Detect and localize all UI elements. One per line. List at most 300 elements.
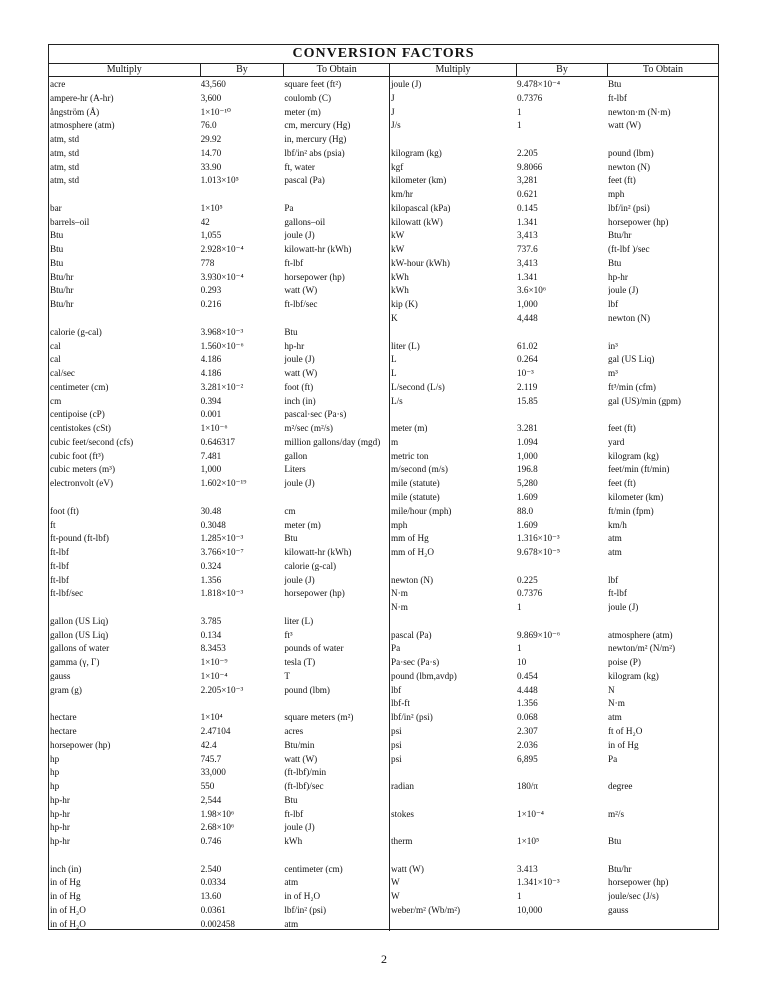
- to-obtain-cell: pound (lbm): [608, 147, 654, 158]
- to-obtain-cell: ft³/min (cfm): [608, 381, 656, 392]
- table-row: [390, 876, 718, 890]
- by-cell: 1×10⁻⁹: [200, 657, 228, 668]
- to-obtain-cell: coulomb (C): [284, 92, 332, 103]
- multiply-cell: Btu: [50, 230, 64, 241]
- by-cell: [201, 601, 285, 615]
- table-row: [390, 711, 718, 725]
- to-obtain-cell: in of Hg: [608, 739, 639, 750]
- by-cell: [517, 408, 608, 422]
- multiply-cell: in of Hg: [50, 891, 81, 902]
- multiply-cell: weber/m² (Wb/m²): [391, 904, 461, 915]
- multiply-cell: in of Hg: [50, 877, 81, 888]
- table-row: [49, 188, 389, 202]
- to-obtain-cell: gauss: [608, 904, 629, 915]
- table-row: [390, 353, 718, 367]
- by-cell: 3,281: [517, 175, 538, 186]
- by-cell: [517, 560, 608, 574]
- table-row: [49, 918, 389, 932]
- header-by-left: By: [201, 64, 285, 76]
- by-cell: 0.001: [200, 409, 222, 420]
- multiply-cell: [390, 821, 517, 835]
- table-row: [390, 821, 718, 835]
- to-obtain-cell: [608, 794, 718, 808]
- multiply-cell: hp-hr: [50, 808, 70, 819]
- by-cell: 1: [517, 643, 522, 654]
- by-cell: [201, 491, 285, 505]
- by-cell: 3.281×10⁻²: [200, 381, 244, 392]
- multiply-cell: [390, 133, 517, 147]
- to-obtain-cell: joule (J): [284, 478, 315, 489]
- multiply-cell: inch (in): [50, 863, 82, 874]
- to-obtain-cell: square feet (ft²): [284, 79, 342, 89]
- to-obtain-cell: watt (W): [284, 753, 318, 764]
- by-cell: 0.454: [517, 670, 538, 681]
- table-row: [49, 601, 389, 615]
- multiply-cell: calorie (g-cal): [50, 326, 102, 337]
- left-column: [49, 77, 390, 931]
- multiply-cell: atm, std: [50, 147, 80, 158]
- to-obtain-cell: hp-hr: [608, 271, 628, 282]
- to-obtain-cell: in, mercury (Hg): [284, 134, 347, 145]
- table-row: [49, 491, 389, 505]
- multiply-cell: J: [391, 92, 395, 103]
- table-row: [49, 147, 389, 161]
- multiply-cell: ampere-hr (A-hr): [50, 92, 114, 103]
- to-obtain-cell: hp-hr: [284, 340, 305, 351]
- table-row: [49, 780, 389, 794]
- by-cell: 2.036: [517, 739, 538, 750]
- to-obtain-cell: ft³: [284, 629, 293, 640]
- multiply-cell: [49, 849, 201, 863]
- multiply-cell: lbf-ft: [391, 698, 410, 709]
- header-to-obtain-right: To Obtain: [642, 64, 684, 75]
- by-cell: 9.8066: [517, 161, 543, 172]
- by-cell: [517, 794, 608, 808]
- table-row: [49, 202, 389, 216]
- by-cell: 745.7: [200, 753, 222, 764]
- table-row: [390, 340, 718, 354]
- multiply-cell: [49, 312, 201, 326]
- multiply-cell: kip (K): [391, 299, 418, 310]
- to-obtain-cell: yard: [608, 436, 625, 447]
- multiply-cell: mm of H₂O: [391, 547, 435, 558]
- multiply-cell: L: [391, 354, 397, 365]
- table-row: [49, 766, 389, 780]
- to-obtain-cell: [284, 491, 389, 505]
- table-row: [49, 904, 389, 918]
- by-cell: 1: [517, 120, 522, 131]
- to-obtain-cell: newton/m² (N/m²): [608, 643, 676, 654]
- multiply-cell: centistokes (cSt): [50, 423, 111, 434]
- by-cell: 1: [517, 106, 522, 117]
- by-cell: 4.186: [200, 354, 222, 365]
- by-cell: 0.621: [517, 189, 538, 200]
- by-cell: 0.324: [200, 560, 222, 571]
- by-cell: 0.216: [200, 299, 222, 310]
- table-row: [390, 381, 718, 395]
- by-cell: 196.8: [517, 464, 538, 475]
- table-row: [49, 436, 389, 450]
- by-cell: 9.478×10⁻⁴: [517, 79, 561, 89]
- by-cell: 76.0: [200, 120, 217, 131]
- multiply-cell: mile/hour (mph): [391, 505, 452, 516]
- header-by-right: By: [517, 64, 608, 76]
- table-row: [49, 92, 389, 106]
- table-row: [49, 174, 389, 188]
- to-obtain-cell: newton·m (N·m): [608, 106, 671, 117]
- by-cell: 33.90: [200, 161, 222, 172]
- by-cell: 1.356: [517, 698, 538, 709]
- to-obtain-cell: atm: [284, 877, 299, 888]
- by-cell: 1,000: [517, 299, 538, 310]
- to-obtain-cell: degree: [608, 781, 633, 792]
- table-row: [390, 367, 718, 381]
- table-row: [49, 284, 389, 298]
- by-cell: 1.013×10⁵: [200, 175, 239, 186]
- by-cell: 1,000: [200, 464, 222, 475]
- table-row: [390, 725, 718, 739]
- by-cell: 6,895: [517, 753, 538, 764]
- table-row: [49, 629, 389, 643]
- by-cell: 0.293: [200, 285, 222, 296]
- multiply-cell: [49, 188, 201, 202]
- by-cell: 13.60: [200, 891, 222, 902]
- table-row: [49, 656, 389, 670]
- to-obtain-cell: joule (J): [608, 602, 639, 613]
- by-cell: 3,413: [517, 257, 538, 268]
- table-row: [49, 216, 389, 230]
- by-cell: 1.560×10⁻⁶: [200, 340, 244, 351]
- by-cell: 2.928×10⁻⁴: [200, 244, 244, 255]
- to-obtain-cell: (ft-lbf )/sec: [608, 244, 650, 255]
- by-cell: 1.818×10⁻³: [200, 588, 244, 599]
- multiply-cell: psi: [391, 725, 402, 736]
- by-cell: 1.609: [517, 519, 538, 530]
- table-row: [49, 519, 389, 533]
- multiply-cell: ft-lbf/sec: [50, 588, 84, 599]
- by-cell: 9.678×10⁻⁵: [517, 547, 561, 558]
- multiply-cell: atm, std: [50, 175, 80, 186]
- multiply-cell: Btu/hr: [50, 285, 74, 296]
- by-cell: [201, 697, 285, 711]
- to-obtain-cell: atm: [608, 533, 622, 544]
- table-title: CONVERSION FACTORS: [49, 45, 718, 64]
- table-row: [390, 257, 718, 271]
- multiply-cell: radian: [391, 781, 414, 792]
- multiply-cell: hp: [50, 767, 60, 778]
- multiply-cell: [390, 766, 517, 780]
- to-obtain-cell: N·m: [608, 698, 625, 709]
- multiply-cell: [49, 601, 201, 615]
- table-row: [390, 284, 718, 298]
- multiply-cell: kgf: [391, 161, 404, 172]
- to-obtain-cell: Btu: [608, 257, 622, 268]
- multiply-cell: centimeter (cm): [50, 381, 109, 392]
- to-obtain-cell: ft-lbf: [608, 92, 627, 103]
- multiply-cell: hectare: [50, 712, 77, 723]
- table-row: [49, 422, 389, 436]
- by-cell: 2.119: [517, 381, 538, 392]
- by-cell: 1×10⁻⁴: [200, 670, 228, 681]
- by-cell: 3,600: [200, 92, 222, 103]
- to-obtain-cell: lbf: [608, 299, 619, 310]
- table-row: [49, 876, 389, 890]
- multiply-cell: hp-hr: [50, 794, 70, 805]
- table-row: [49, 395, 389, 409]
- multiply-cell: meter (m): [391, 423, 428, 434]
- table-row: [49, 546, 389, 560]
- table-row: [390, 574, 718, 588]
- multiply-cell: [390, 849, 517, 863]
- header-multiply-right: Multiply: [390, 64, 517, 76]
- table-row: [390, 326, 718, 340]
- by-cell: 0.145: [517, 202, 538, 213]
- by-cell: 33,000: [200, 767, 226, 778]
- to-obtain-cell: Btu: [284, 794, 298, 805]
- by-cell: 15.85: [517, 395, 538, 406]
- to-obtain-cell: pounds of water: [284, 643, 344, 654]
- multiply-cell: gauss: [50, 670, 71, 681]
- to-obtain-cell: gal (US)/min (gpm): [608, 395, 681, 406]
- multiply-cell: W: [391, 877, 400, 888]
- to-obtain-cell: feet (ft): [608, 175, 636, 186]
- to-obtain-cell: [608, 560, 718, 574]
- by-cell: 737.6: [517, 244, 538, 255]
- to-obtain-cell: ft-lbf: [284, 257, 304, 268]
- to-obtain-cell: kilogram (kg): [608, 450, 659, 461]
- to-obtain-cell: pascal·sec (Pa·s): [284, 409, 347, 420]
- multiply-cell: L/s: [391, 395, 403, 406]
- by-cell: 0.394: [200, 395, 222, 406]
- by-cell: 14.70: [200, 147, 222, 158]
- by-cell: 1×10⁵: [200, 202, 223, 213]
- by-cell: 88.0: [517, 505, 534, 516]
- multiply-cell: W: [391, 891, 400, 902]
- table-row: [49, 463, 389, 477]
- to-obtain-cell: in of H₂O: [284, 891, 321, 902]
- by-cell: 0.7376: [517, 588, 543, 599]
- table-row: [390, 753, 718, 767]
- table-row: [390, 436, 718, 450]
- to-obtain-cell: foot (ft): [284, 381, 314, 392]
- multiply-cell: [49, 491, 201, 505]
- table-row: [49, 271, 389, 285]
- table-row: [390, 147, 718, 161]
- multiply-cell: ft-pound (ft-lbf): [50, 533, 109, 544]
- table-row: [49, 835, 389, 849]
- by-cell: 1.285×10⁻³: [200, 533, 244, 544]
- multiply-cell: kW-hour (kWh): [391, 257, 450, 268]
- table-row: [49, 243, 389, 257]
- to-obtain-cell: feet (ft): [608, 478, 636, 489]
- by-cell: 1,000: [517, 450, 538, 461]
- multiply-cell: kW: [391, 230, 405, 241]
- multiply-cell: [390, 794, 517, 808]
- by-cell: 5,280: [517, 478, 538, 489]
- by-cell: 2.205×10⁻³: [200, 684, 244, 695]
- to-obtain-cell: horsepower (hp): [608, 877, 669, 888]
- by-cell: 3,413: [517, 230, 538, 241]
- by-cell: 1.609: [517, 491, 538, 502]
- to-obtain-cell: calorie (g-cal): [284, 560, 337, 571]
- by-cell: 1: [517, 891, 522, 902]
- to-obtain-cell: (ft-lbf)/sec: [284, 781, 324, 792]
- table-row: [390, 684, 718, 698]
- multiply-cell: barrels–oil: [50, 216, 90, 227]
- table-row: [49, 560, 389, 574]
- to-obtain-cell: pascal (Pa): [284, 175, 325, 186]
- to-obtain-cell: [608, 326, 718, 340]
- multiply-cell: cal/sec: [50, 368, 75, 379]
- to-obtain-cell: joule (J): [284, 354, 315, 365]
- table-row: [49, 670, 389, 684]
- multiply-cell: gallons of water: [50, 643, 110, 654]
- by-cell: 9.869×10⁻⁶: [517, 629, 561, 640]
- to-obtain-cell: ft-lbf: [284, 808, 304, 819]
- multiply-cell: hp: [50, 781, 60, 792]
- by-cell: [517, 849, 608, 863]
- table-row: [49, 587, 389, 601]
- to-obtain-cell: cm, mercury (Hg): [284, 120, 351, 131]
- to-obtain-cell: Btu: [608, 836, 622, 847]
- table-row: [390, 629, 718, 643]
- by-cell: 0.002458: [200, 918, 236, 929]
- to-obtain-cell: kWh: [284, 836, 303, 847]
- multiply-cell: centipoise (cP): [50, 409, 105, 420]
- to-obtain-cell: [284, 188, 389, 202]
- by-cell: 1.341: [517, 271, 538, 282]
- table-row: [49, 326, 389, 340]
- multiply-cell: J: [391, 106, 395, 117]
- to-obtain-cell: tesla (T): [284, 657, 316, 668]
- to-obtain-cell: Btu: [608, 79, 622, 89]
- to-obtain-cell: [284, 601, 389, 615]
- by-cell: 1.98×10⁶: [200, 808, 235, 819]
- table-row: [49, 574, 389, 588]
- table-row: [390, 491, 718, 505]
- table-row: [390, 601, 718, 615]
- by-cell: 3.766×10⁻⁷: [200, 547, 244, 558]
- table-row: [390, 174, 718, 188]
- table-row: [390, 835, 718, 849]
- to-obtain-cell: watt (W): [284, 368, 318, 379]
- table-row: [390, 92, 718, 106]
- by-cell: 43,560: [200, 79, 226, 89]
- multiply-cell: therm: [391, 836, 413, 847]
- by-cell: 10: [517, 657, 527, 668]
- multiply-cell: m/second (m/s): [391, 464, 448, 475]
- by-cell: 550: [200, 781, 215, 792]
- by-cell: 0.0334: [200, 877, 226, 888]
- by-cell: 2.47104: [200, 725, 231, 736]
- by-cell: 0.0361: [200, 904, 226, 915]
- by-cell: 4,448: [517, 313, 538, 324]
- table-row: [390, 780, 718, 794]
- multiply-cell: [390, 408, 517, 422]
- to-obtain-cell: (ft-lbf)/min: [284, 767, 327, 778]
- to-obtain-cell: joule/sec (J/s): [608, 891, 659, 902]
- multiply-cell: gamma (γ, Γ): [50, 657, 100, 668]
- multiply-cell: mph: [391, 519, 408, 530]
- by-cell: 30.48: [200, 505, 222, 516]
- by-cell: 1×10⁻¹⁰: [200, 106, 231, 117]
- table-row: [390, 794, 718, 808]
- multiply-cell: lbf/in² (psi): [391, 712, 433, 723]
- table-row: [390, 849, 718, 863]
- by-cell: 1.094: [517, 436, 538, 447]
- multiply-cell: hectare: [50, 725, 77, 736]
- by-cell: 29.92: [200, 134, 222, 145]
- to-obtain-cell: poise (P): [608, 657, 641, 668]
- multiply-cell: mm of Hg: [391, 533, 429, 544]
- table-row: [49, 808, 389, 822]
- to-obtain-cell: ft of H₂O: [608, 725, 643, 736]
- to-obtain-cell: centimeter (cm): [284, 863, 343, 874]
- by-cell: 4.186: [200, 368, 222, 379]
- to-obtain-cell: N: [608, 684, 615, 695]
- table-row: [390, 808, 718, 822]
- multiply-cell: ft-lbf: [50, 560, 69, 571]
- table-row: [390, 119, 718, 133]
- multiply-cell: psi: [391, 753, 402, 764]
- table-row: [49, 794, 389, 808]
- table-row: [49, 725, 389, 739]
- multiply-cell: J/s: [391, 120, 401, 131]
- multiply-cell: liter (L): [391, 340, 420, 351]
- to-obtain-cell: watt (W): [608, 120, 641, 131]
- table-row: [390, 532, 718, 546]
- to-obtain-cell: liter (L): [284, 615, 314, 626]
- by-cell: [517, 766, 608, 780]
- to-obtain-cell: million gallons/day (mgd): [284, 436, 381, 447]
- table-row: [390, 202, 718, 216]
- to-obtain-cell: [608, 849, 718, 863]
- by-cell: 0.068: [517, 712, 538, 723]
- to-obtain-cell: horsepower (hp): [284, 271, 345, 282]
- multiply-cell: hp-hr: [50, 822, 70, 833]
- multiply-cell: in of H₂O: [50, 904, 86, 915]
- table-row: [390, 271, 718, 285]
- multiply-cell: cal: [50, 340, 61, 351]
- table-row: [390, 188, 718, 202]
- table-row: [390, 408, 718, 422]
- multiply-cell: newton (N): [391, 574, 434, 585]
- table-row: [390, 161, 718, 175]
- to-obtain-cell: T: [284, 670, 290, 681]
- by-cell: 42: [200, 216, 210, 227]
- table-row: [390, 106, 718, 120]
- to-obtain-cell: lbf/in² (psi): [608, 202, 650, 213]
- table-row: [390, 656, 718, 670]
- multiply-cell: stokes: [391, 808, 414, 819]
- by-cell: 2.68×10⁶: [200, 822, 235, 833]
- table-row: [49, 229, 389, 243]
- table-row: [390, 587, 718, 601]
- to-obtain-cell: ft-lbf: [608, 588, 627, 599]
- table-row: [390, 463, 718, 477]
- table-row: [49, 106, 389, 120]
- table-row: [49, 340, 389, 354]
- multiply-cell: psi: [391, 739, 402, 750]
- by-cell: 1×10⁴: [200, 712, 223, 723]
- by-cell: 0.7376: [517, 92, 543, 103]
- to-obtain-cell: Pa: [608, 753, 618, 764]
- multiply-cell: atm, std: [50, 134, 80, 145]
- by-cell: 2.307: [517, 725, 538, 736]
- page-number: 2: [381, 952, 387, 966]
- to-obtain-cell: lbf/in² abs (psia): [284, 147, 345, 158]
- multiply-cell: mile (statute): [391, 491, 440, 502]
